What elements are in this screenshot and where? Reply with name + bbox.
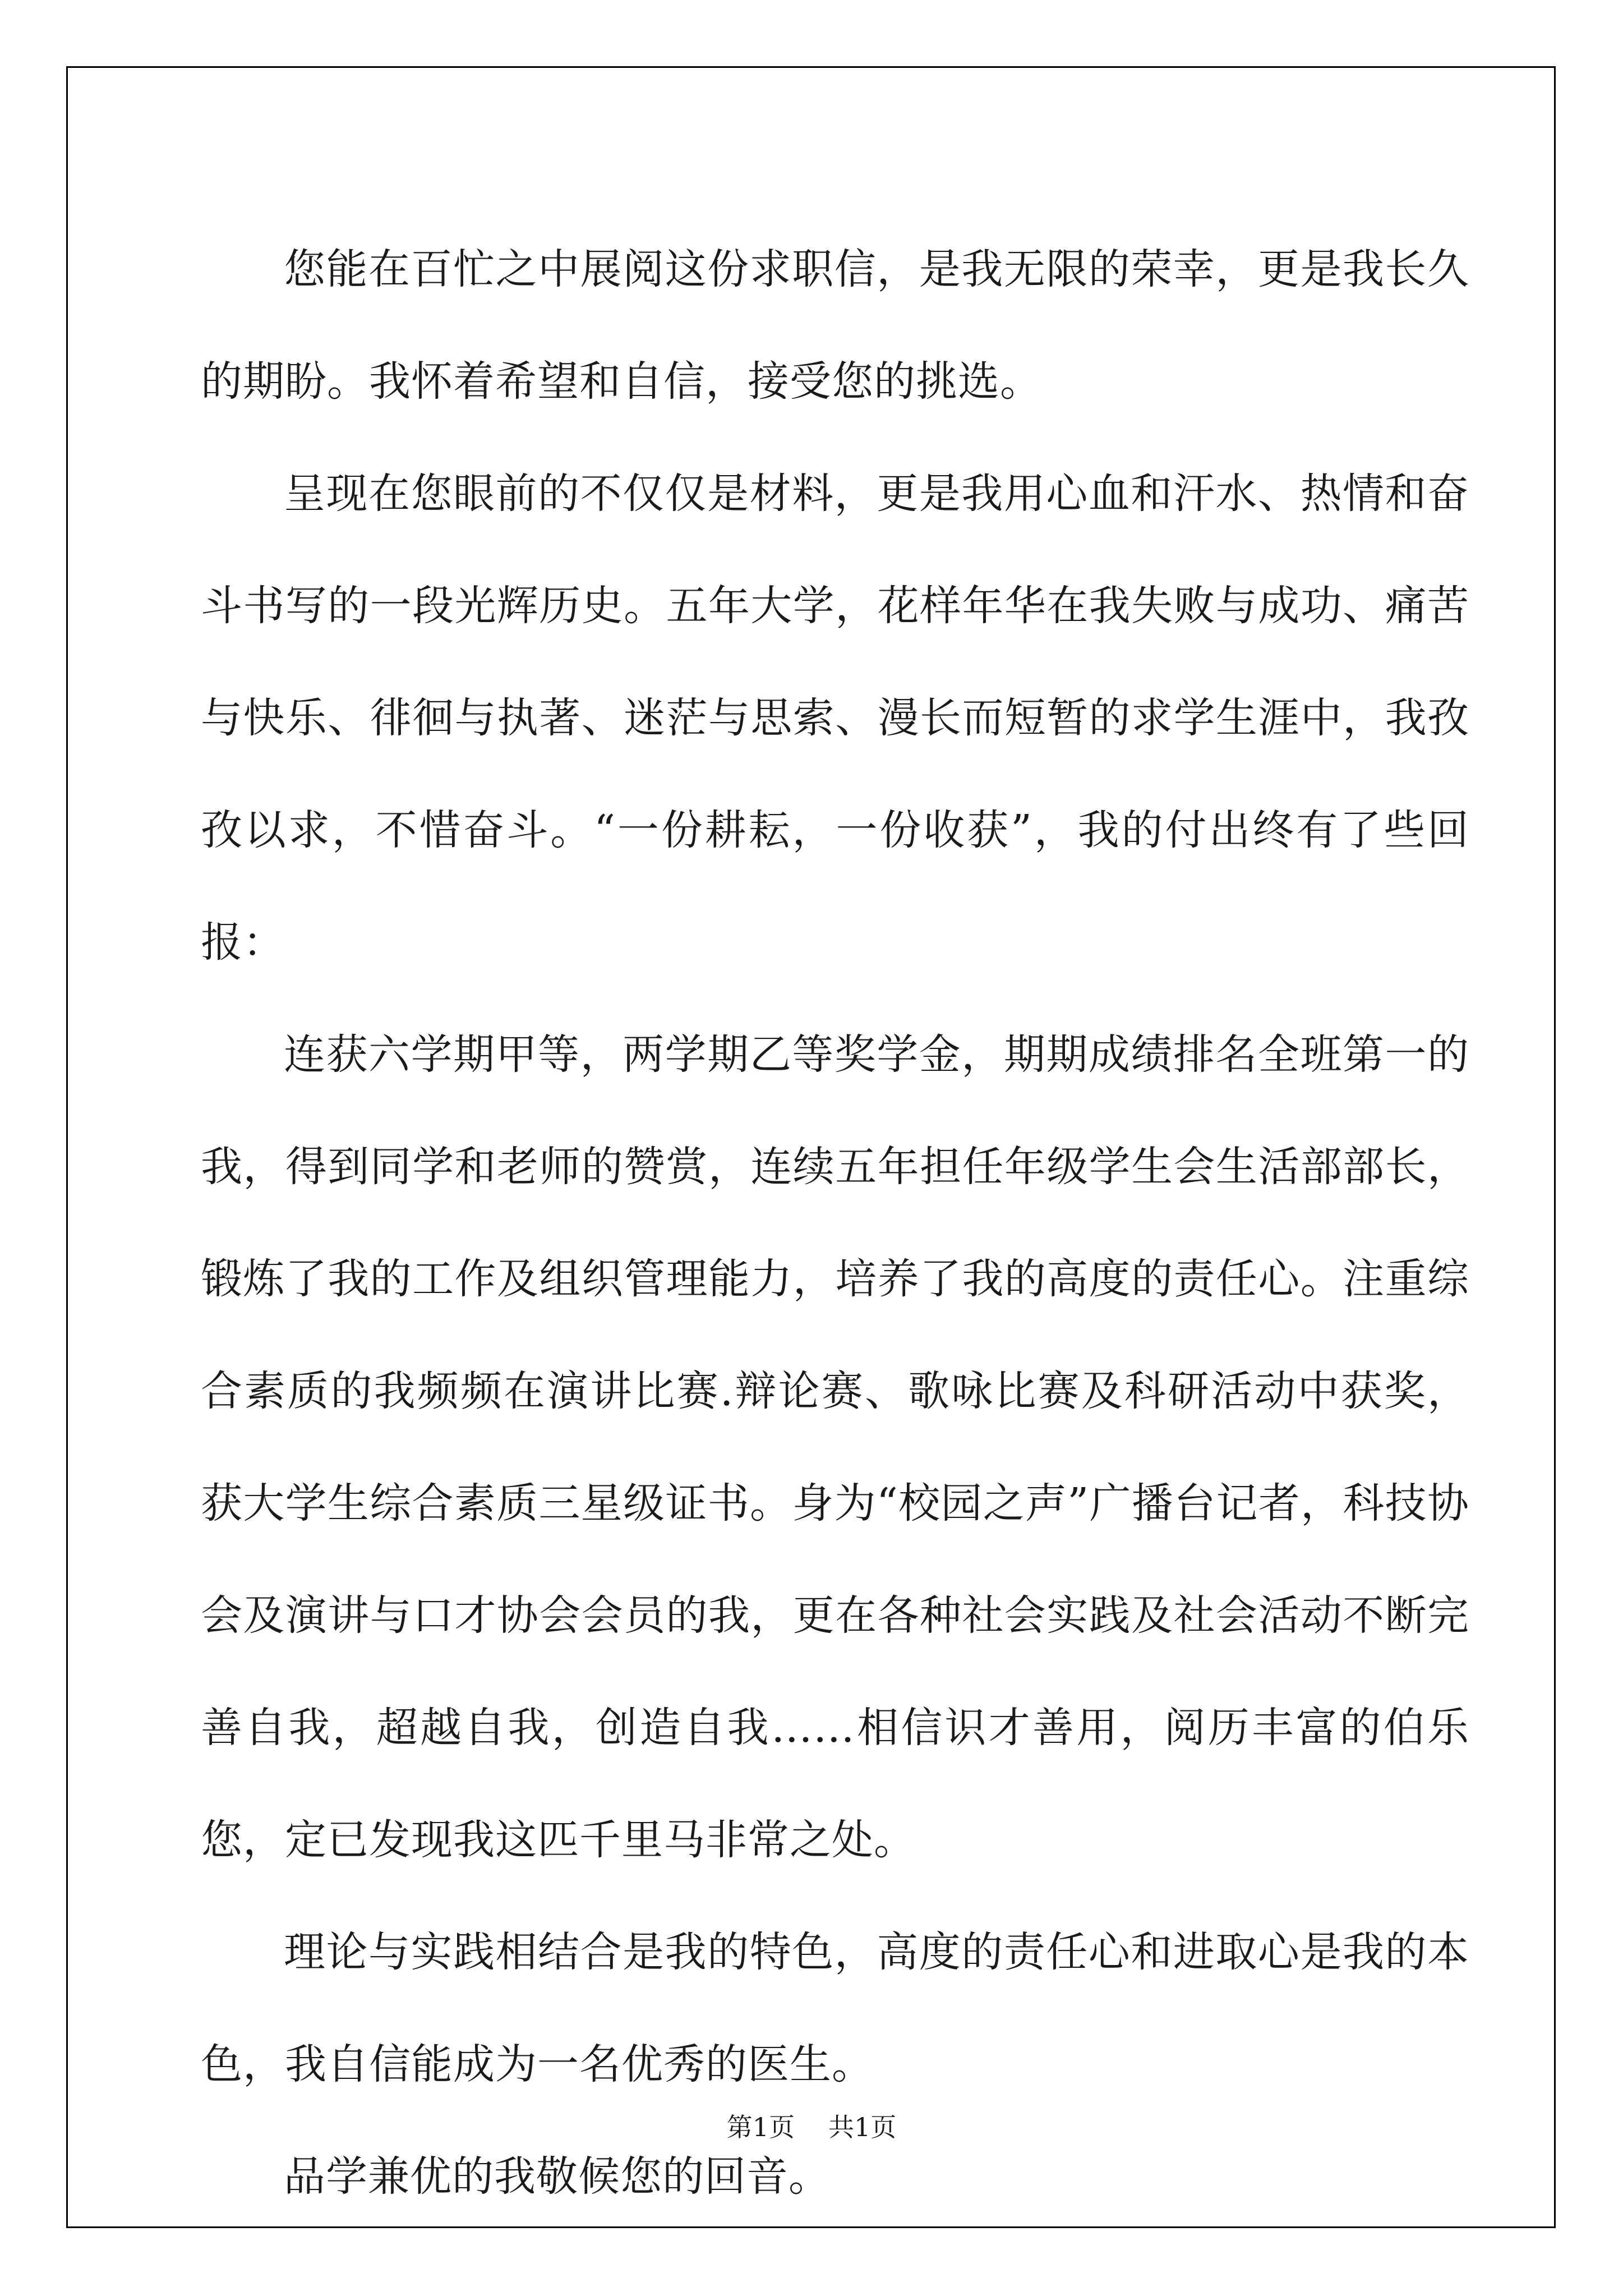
paragraph: 您能在百忙之中展阅这份求职信，是我无限的荣幸，更是我长久的期盼。我怀着希望和自信，接受您的挑选。 [201,245,1469,406]
page-footer [0,2107,1623,2144]
paragraph: 理论与实践相结合是我的特色，高度的责任心和进取心是我的本色，我自信能成为一名优秀的医生。 [201,1928,1469,2088]
page-number: 第1页 [726,2112,795,2142]
page-total: 共1页 [828,2112,897,2142]
paragraph: 品学兼优的我敬候您的回音。 [284,2152,831,2201]
document-body [201,213,1469,2233]
paragraph: 连获六学期甲等，两学期乙等奖学金，期期成绩排名全班第一的我，得到同学和老师的赞赏，连续五年担任年级学生会生活部部长，锻炼了我的工作及组织管理能力，培养了我的高度的责任心。注重综合素质的我频频在演讲比赛.辩论赛、歌咏比赛及科研活动中获奖，获大学生综合素质三星级证书。身为“校园之声”广播台记者，科技协会及演讲与口才协会会员的我，更在各种社会实践及社会活动不断完善自我，超越自我，创造自我……相信识才善用，阅历丰富的伯乐您，定已发现我这匹千里马非常之处。 [201,1030,1469,1864]
paragraph: 呈现在您眼前的不仅仅是材料，更是我用心血和汗水、热情和奋斗书写的一段光辉历史。五年大学，花样年华在我失败与成功、痛苦与快乐、徘徊与执著、迷茫与思索、漫长而短暂的求学生涯中，我孜孜以求，不惜奋斗。“一份耕耘，一份收获”，我的付出终有了些回报： [201,470,1469,967]
